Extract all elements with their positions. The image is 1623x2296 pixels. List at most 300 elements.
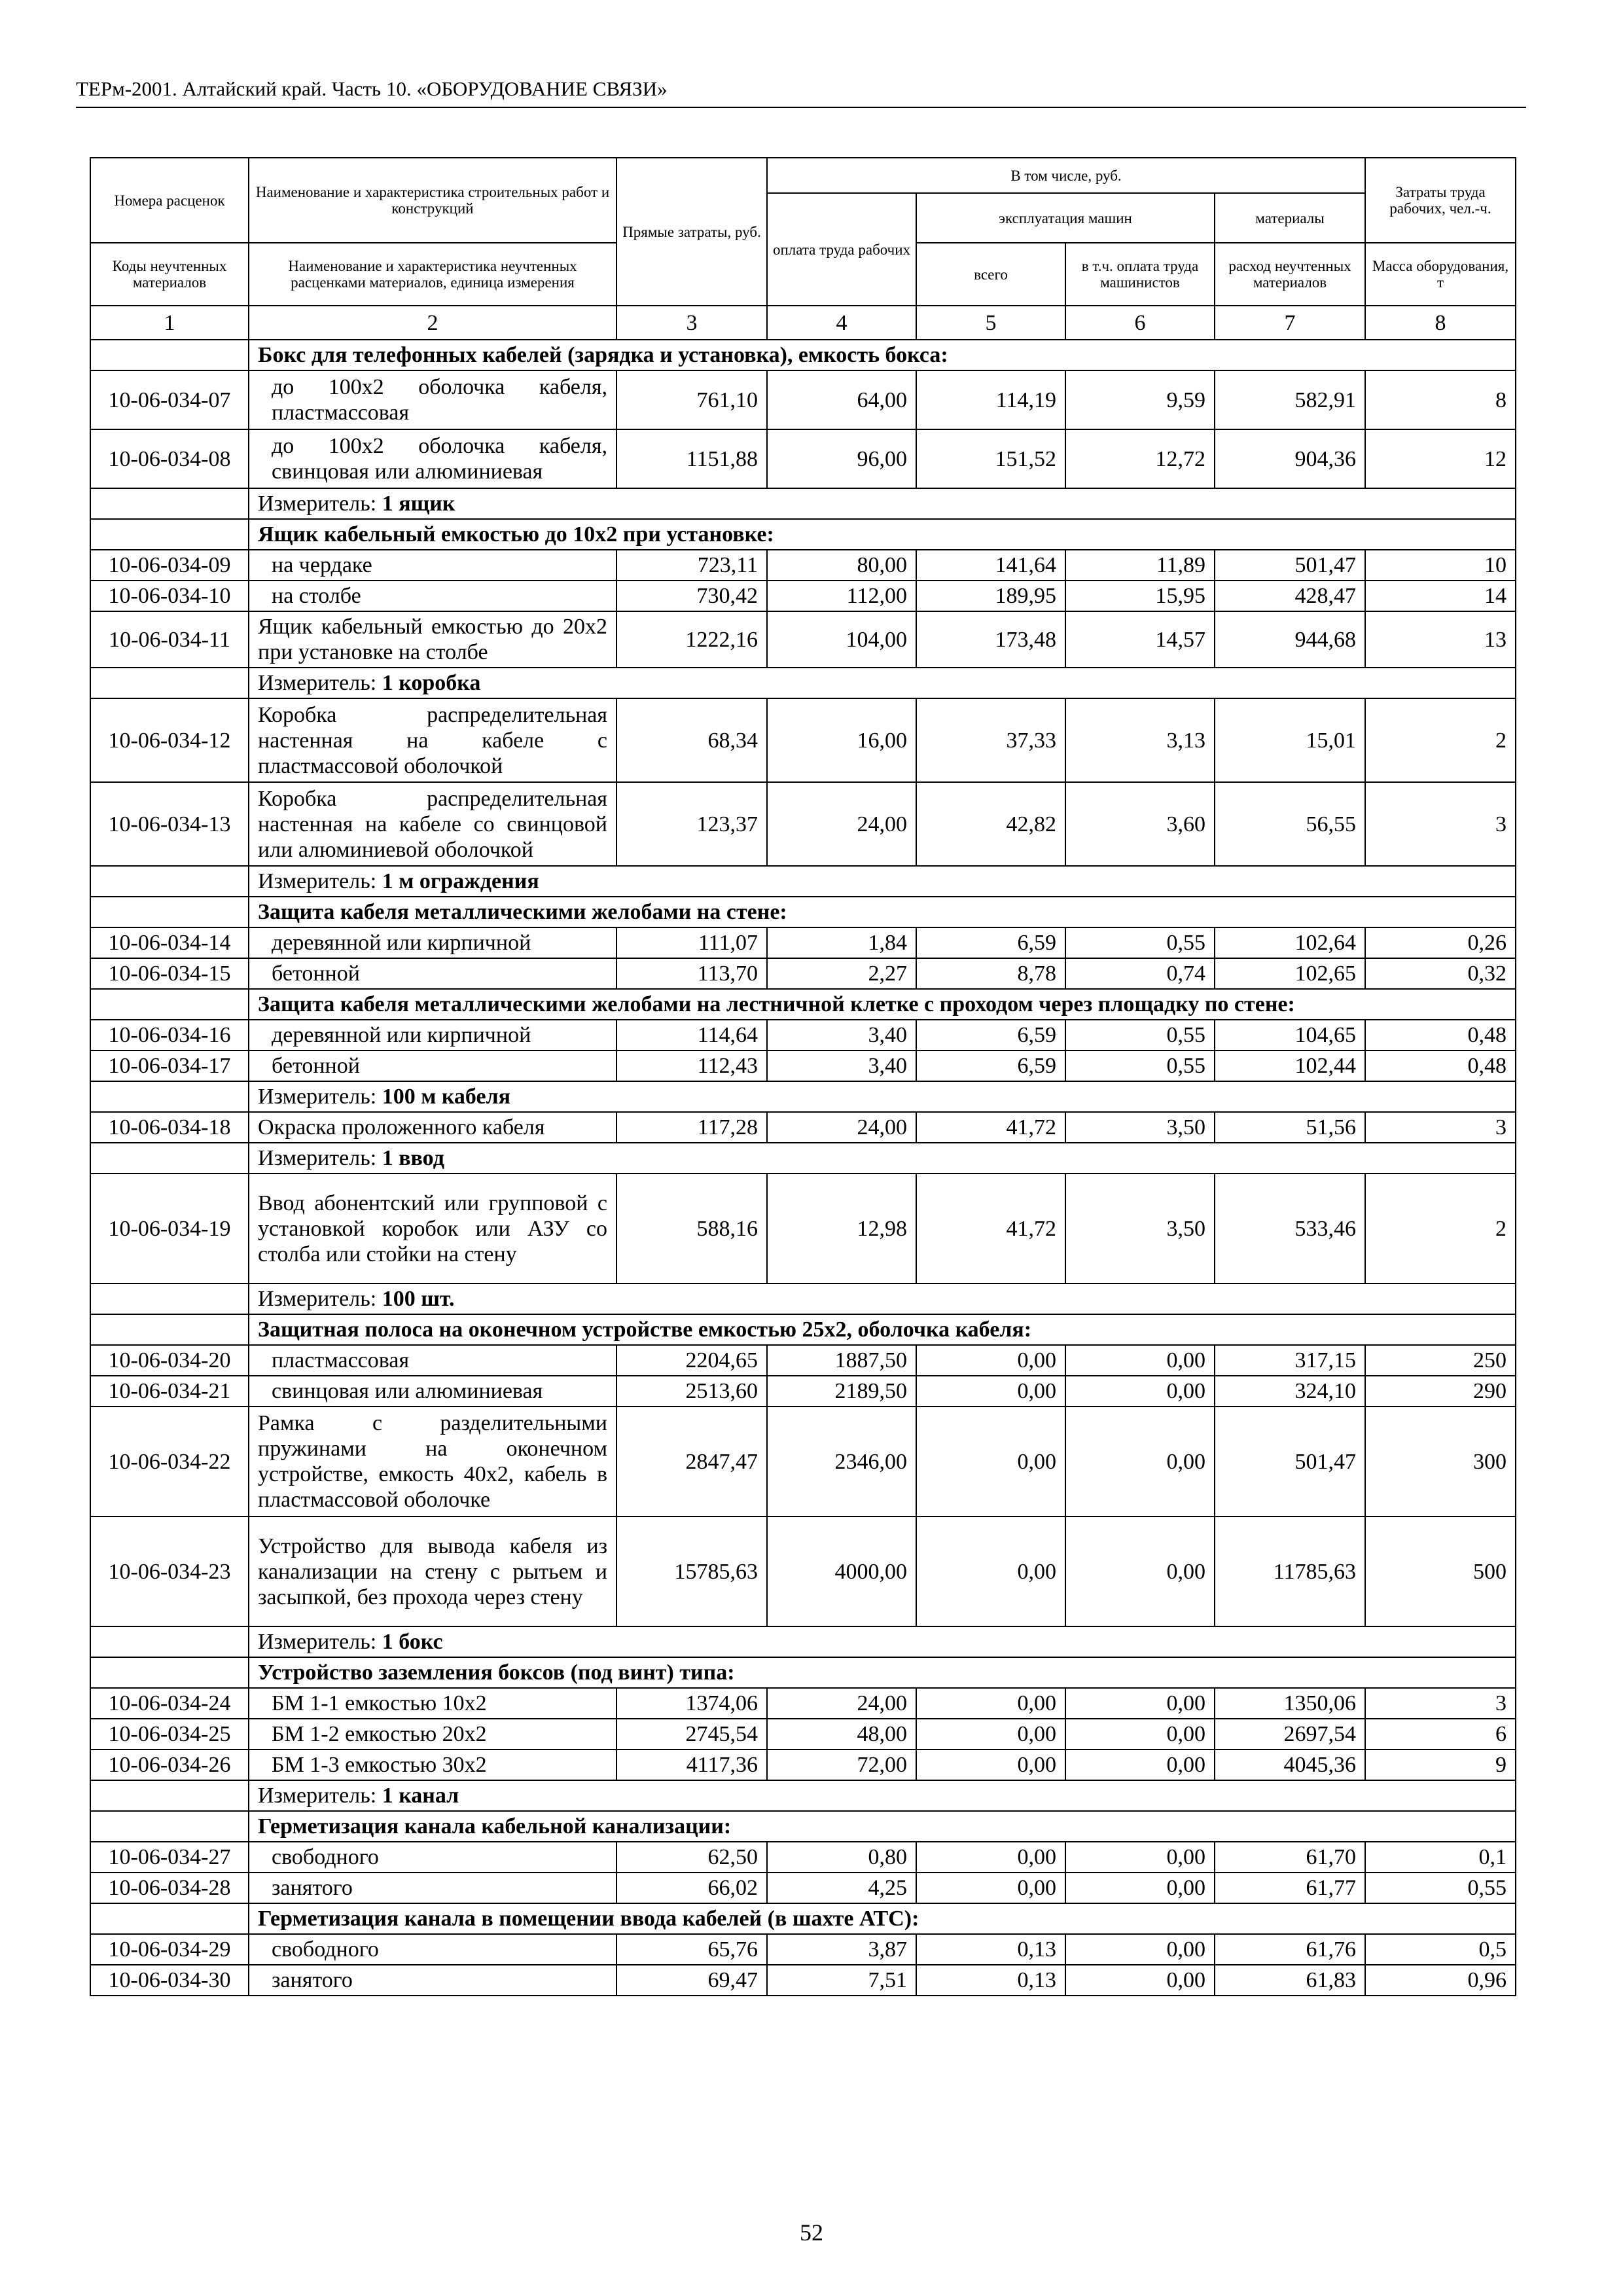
rate-code: 10-06-034-17 [90, 1050, 249, 1081]
value-c4: 16,00 [767, 698, 916, 782]
empty-cell [90, 668, 249, 698]
header-rule [76, 107, 1526, 108]
rate-code: 10-06-034-12 [90, 698, 249, 782]
work-name: деревянной или кирпичной [249, 1020, 616, 1050]
work-name: Коробка распределительная настенная на кабеле с пластмассовой оболочкой [249, 698, 616, 782]
measure-label: Измеритель: [258, 1784, 377, 1808]
value-c4: 3,40 [767, 1050, 916, 1081]
value-c4: 3,40 [767, 1020, 916, 1050]
value-c5: 41,72 [916, 1174, 1065, 1283]
value-c7: 2697,54 [1215, 1719, 1365, 1749]
table-row [90, 1719, 1516, 1749]
value-c4: 2189,50 [767, 1376, 916, 1407]
value-c5: 0,00 [916, 1842, 1065, 1873]
rate-code: 10-06-034-15 [90, 958, 249, 989]
measure-value: 1 бокс [382, 1630, 443, 1654]
measure-value: 1 канал [382, 1784, 459, 1808]
col8-header-top: Затраты труда рабочих, чел.-ч. [1365, 158, 1516, 243]
table-row [90, 1050, 1516, 1081]
value-c8: 0,96 [1365, 1965, 1516, 1996]
table-body [90, 340, 1516, 1996]
measure-row [90, 1143, 1516, 1174]
value-c6: 15,95 [1065, 581, 1215, 611]
rate-code: 10-06-034-08 [90, 429, 249, 488]
value-c4: 4,25 [767, 1873, 916, 1903]
value-c6: 3,13 [1065, 698, 1215, 782]
group-title-row [90, 519, 1516, 550]
value-c4: 64,00 [767, 370, 916, 429]
col7-header: расход неучтенных материалов [1215, 243, 1365, 306]
value-c5: 141,64 [916, 550, 1065, 581]
column-number: 1 [90, 306, 249, 340]
group-title: Герметизация канала кабельной канализации: [249, 1811, 1516, 1842]
table-row [90, 782, 1516, 866]
table-row [90, 698, 1516, 782]
empty-cell [90, 1780, 249, 1811]
value-c7: 61,70 [1215, 1842, 1365, 1873]
table-row [90, 370, 1516, 429]
group-title-row [90, 1903, 1516, 1934]
measure-label: Измеритель: [258, 1630, 377, 1654]
work-name: на столбе [249, 581, 616, 611]
empty-cell [90, 519, 249, 550]
value-c4: 24,00 [767, 782, 916, 866]
value-c4: 1,84 [767, 927, 916, 958]
measure-cell [249, 1283, 1516, 1314]
page-number: 52 [800, 2219, 823, 2246]
measure-row [90, 1283, 1516, 1314]
group-title-row [90, 1314, 1516, 1345]
measure-row [90, 1626, 1516, 1657]
col1-header-top: Номера расценок [90, 158, 249, 243]
group-title: Защитная полоса на оконечном устройстве емкостью 25х2, оболочка кабеля: [249, 1314, 1516, 1345]
rate-code: 10-06-034-16 [90, 1020, 249, 1050]
table-row [90, 1112, 1516, 1143]
group-title: Герметизация канала в помещении ввода кабелей (в шахте АТС): [249, 1903, 1516, 1934]
value-c3: 117,28 [616, 1112, 767, 1143]
measure-row [90, 488, 1516, 519]
value-c8: 3 [1365, 1112, 1516, 1143]
value-c7: 428,47 [1215, 581, 1365, 611]
value-c4: 104,00 [767, 611, 916, 668]
value-c4: 12,98 [767, 1174, 916, 1283]
measure-row [90, 668, 1516, 698]
empty-cell [90, 989, 249, 1020]
rate-code: 10-06-034-21 [90, 1376, 249, 1407]
measure-value: 100 м кабеля [382, 1085, 511, 1109]
value-c7: 1350,06 [1215, 1688, 1365, 1719]
empty-cell [90, 1626, 249, 1657]
work-name: Окраска проложенного кабеля [249, 1112, 616, 1143]
measure-cell [249, 1143, 1516, 1174]
value-c7: 501,47 [1215, 1407, 1365, 1516]
rate-code: 10-06-034-24 [90, 1688, 249, 1719]
value-c8: 2 [1365, 1174, 1516, 1283]
rate-code: 10-06-034-19 [90, 1174, 249, 1283]
measure-label: Измеритель: [258, 1085, 377, 1109]
value-c8: 0,55 [1365, 1873, 1516, 1903]
value-c8: 10 [1365, 550, 1516, 581]
value-c4: 96,00 [767, 429, 916, 488]
value-c3: 113,70 [616, 958, 767, 989]
value-c7: 102,64 [1215, 927, 1365, 958]
value-c4: 1887,50 [767, 1345, 916, 1376]
measure-value: 1 ящик [382, 492, 455, 516]
value-c8: 3 [1365, 1688, 1516, 1719]
rate-code: 10-06-034-30 [90, 1965, 249, 1996]
work-name: бетонной [249, 958, 616, 989]
table-row [90, 611, 1516, 668]
work-name: занятого [249, 1965, 616, 1996]
empty-cell [90, 1811, 249, 1842]
column-number: 7 [1215, 306, 1365, 340]
measure-value: 1 м ограждения [382, 869, 539, 893]
value-c4: 80,00 [767, 550, 916, 581]
work-name: деревянной или кирпичной [249, 927, 616, 958]
value-c7: 324,10 [1215, 1376, 1365, 1407]
table-row [90, 429, 1516, 488]
value-c7: 904,36 [1215, 429, 1365, 488]
value-c6: 3,60 [1065, 782, 1215, 866]
rate-code: 10-06-034-09 [90, 550, 249, 581]
value-c3: 2847,47 [616, 1407, 767, 1516]
measure-value: 1 коробка [382, 671, 481, 695]
value-c4: 24,00 [767, 1112, 916, 1143]
table-row [90, 550, 1516, 581]
value-c3: 588,16 [616, 1174, 767, 1283]
table-row [90, 1749, 1516, 1780]
measure-cell [249, 1626, 1516, 1657]
rate-code: 10-06-034-28 [90, 1873, 249, 1903]
value-c6: 3,50 [1065, 1112, 1215, 1143]
value-c8: 3 [1365, 782, 1516, 866]
col3-header: Прямые затраты, руб. [616, 158, 767, 306]
value-c3: 62,50 [616, 1842, 767, 1873]
value-c4: 4000,00 [767, 1516, 916, 1626]
work-name: БМ 1-3 емкостью 30х2 [249, 1749, 616, 1780]
table-row [90, 1873, 1516, 1903]
rate-code: 10-06-034-22 [90, 1407, 249, 1516]
value-c3: 1151,88 [616, 429, 767, 488]
group-title-row [90, 1811, 1516, 1842]
rate-code: 10-06-034-07 [90, 370, 249, 429]
value-c3: 68,34 [616, 698, 767, 782]
rate-code: 10-06-034-10 [90, 581, 249, 611]
work-name: свободного [249, 1842, 616, 1873]
value-c5: 37,33 [916, 698, 1065, 782]
column-number: 6 [1065, 306, 1215, 340]
running-header: ТЕРм-2001. Алтайский край. Часть 10. «ОБОРУДОВАНИЕ СВЯЗИ» [76, 77, 668, 100]
empty-cell [90, 1657, 249, 1688]
value-c7: 317,15 [1215, 1345, 1365, 1376]
empty-cell [90, 1314, 249, 1345]
value-c5: 6,59 [916, 1020, 1065, 1050]
value-c8: 9 [1365, 1749, 1516, 1780]
measure-row [90, 866, 1516, 897]
value-c8: 14 [1365, 581, 1516, 611]
rate-code: 10-06-034-27 [90, 1842, 249, 1873]
value-c7: 582,91 [1215, 370, 1365, 429]
value-c7: 501,47 [1215, 550, 1365, 581]
value-c5: 6,59 [916, 1050, 1065, 1081]
value-c5: 0,13 [916, 1965, 1065, 1996]
measure-cell [249, 866, 1516, 897]
value-c6: 0,00 [1065, 1842, 1215, 1873]
measure-cell [249, 668, 1516, 698]
work-name: Ввод абонентский или групповой с установкой коробок или АЗУ со столба или стойки на стену [249, 1174, 616, 1283]
value-c5: 6,59 [916, 927, 1065, 958]
work-name: бетонной [249, 1050, 616, 1081]
value-c8: 0,1 [1365, 1842, 1516, 1873]
value-c6: 0,00 [1065, 1934, 1215, 1965]
value-c5: 8,78 [916, 958, 1065, 989]
value-c3: 2745,54 [616, 1719, 767, 1749]
value-c5: 0,00 [916, 1719, 1065, 1749]
measure-label: Измеритель: [258, 1287, 377, 1311]
value-c6: 12,72 [1065, 429, 1215, 488]
value-c4: 112,00 [767, 581, 916, 611]
value-c7: 102,44 [1215, 1050, 1365, 1081]
value-c6: 0,00 [1065, 1719, 1215, 1749]
table-row [90, 927, 1516, 958]
value-c5: 0,00 [916, 1516, 1065, 1626]
empty-cell [90, 1081, 249, 1112]
value-c7: 944,68 [1215, 611, 1365, 668]
empty-cell [90, 866, 249, 897]
value-c8: 0,32 [1365, 958, 1516, 989]
value-c8: 0,26 [1365, 927, 1516, 958]
value-c5: 114,19 [916, 370, 1065, 429]
column-number: 2 [249, 306, 616, 340]
group-title: Ящик кабельный емкостью до 10х2 при установке: [249, 519, 1516, 550]
group-title-row [90, 1657, 1516, 1688]
value-c8: 8 [1365, 370, 1516, 429]
work-name: до 100х2 оболочка кабеля, пластмассовая [249, 370, 616, 429]
group-title-row [90, 897, 1516, 927]
value-c6: 0,55 [1065, 927, 1215, 958]
value-c6: 0,55 [1065, 1020, 1215, 1050]
value-c4: 2346,00 [767, 1407, 916, 1516]
work-name: свинцовая или алюминиевая [249, 1376, 616, 1407]
value-c4: 7,51 [767, 1965, 916, 1996]
value-c6: 3,50 [1065, 1174, 1215, 1283]
group-title-row [90, 340, 1516, 370]
value-c8: 0,48 [1365, 1050, 1516, 1081]
work-name: БМ 1-2 емкостью 20х2 [249, 1719, 616, 1749]
rate-code: 10-06-034-18 [90, 1112, 249, 1143]
value-c6: 0,74 [1065, 958, 1215, 989]
value-c8: 250 [1365, 1345, 1516, 1376]
value-c6: 0,00 [1065, 1873, 1215, 1903]
value-c6: 9,59 [1065, 370, 1215, 429]
measure-cell [249, 1081, 1516, 1112]
value-c3: 114,64 [616, 1020, 767, 1050]
measure-cell [249, 488, 1516, 519]
col2-header-bottom: Наименование и характеристика неучтенных расценками материалов, единица измерения [249, 243, 616, 306]
including-header: В том числе, руб. [767, 158, 1365, 193]
measure-label: Измеритель: [258, 492, 377, 516]
value-c3: 15785,63 [616, 1516, 767, 1626]
value-c6: 14,57 [1065, 611, 1215, 668]
materials-header: материалы [1215, 193, 1365, 243]
value-c5: 0,00 [916, 1345, 1065, 1376]
col4-header: оплата труда рабочих [767, 193, 916, 306]
rate-code: 10-06-034-11 [90, 611, 249, 668]
work-name: Устройство для вывода кабеля из канализации на стену с рытьем и засыпкой, без прохода через стену [249, 1516, 616, 1626]
value-c4: 2,27 [767, 958, 916, 989]
value-c6: 0,00 [1065, 1688, 1215, 1719]
value-c6: 0,00 [1065, 1376, 1215, 1407]
value-c7: 4045,36 [1215, 1749, 1365, 1780]
col6-header: в т.ч. оплата труда машинистов [1065, 243, 1215, 306]
table-row [90, 581, 1516, 611]
value-c3: 723,11 [616, 550, 767, 581]
machines-header: эксплуатация машин [916, 193, 1215, 243]
work-name: Ящик кабельный емкостью до 20х2 при установке на столбе [249, 611, 616, 668]
table-row [90, 1516, 1516, 1626]
value-c7: 61,83 [1215, 1965, 1365, 1996]
value-c7: 15,01 [1215, 698, 1365, 782]
measure-row [90, 1081, 1516, 1112]
value-c7: 102,65 [1215, 958, 1365, 989]
column-number: 8 [1365, 306, 1516, 340]
table-row [90, 1376, 1516, 1407]
work-name: свободного [249, 1934, 616, 1965]
column-numbers-row [90, 306, 1516, 340]
value-c8: 500 [1365, 1516, 1516, 1626]
rate-code: 10-06-034-25 [90, 1719, 249, 1749]
value-c8: 0,5 [1365, 1934, 1516, 1965]
table-row [90, 1842, 1516, 1873]
value-c5: 0,00 [916, 1749, 1065, 1780]
value-c3: 2204,65 [616, 1345, 767, 1376]
value-c7: 51,56 [1215, 1112, 1365, 1143]
rate-code: 10-06-034-29 [90, 1934, 249, 1965]
value-c6: 0,00 [1065, 1407, 1215, 1516]
rate-code: 10-06-034-20 [90, 1345, 249, 1376]
measure-cell [249, 1780, 1516, 1811]
header-row-1 [90, 158, 1516, 193]
value-c5: 41,72 [916, 1112, 1065, 1143]
value-c8: 2 [1365, 698, 1516, 782]
group-title: Защита кабеля металлическими желобами на стене: [249, 897, 1516, 927]
value-c3: 761,10 [616, 370, 767, 429]
empty-cell [90, 340, 249, 370]
work-name: БМ 1-1 емкостью 10х2 [249, 1688, 616, 1719]
value-c8: 6 [1365, 1719, 1516, 1749]
value-c3: 123,37 [616, 782, 767, 866]
value-c6: 0,00 [1065, 1345, 1215, 1376]
value-c3: 66,02 [616, 1873, 767, 1903]
empty-cell [90, 897, 249, 927]
column-number: 5 [916, 306, 1065, 340]
table-row [90, 1965, 1516, 1996]
value-c4: 0,80 [767, 1842, 916, 1873]
value-c6: 0,00 [1065, 1965, 1215, 1996]
value-c5: 151,52 [916, 429, 1065, 488]
value-c8: 290 [1365, 1376, 1516, 1407]
value-c4: 48,00 [767, 1719, 916, 1749]
value-c4: 72,00 [767, 1749, 916, 1780]
value-c8: 0,48 [1365, 1020, 1516, 1050]
measure-label: Измеритель: [258, 869, 377, 893]
value-c3: 111,07 [616, 927, 767, 958]
column-number: 3 [616, 306, 767, 340]
value-c3: 2513,60 [616, 1376, 767, 1407]
table-row [90, 1688, 1516, 1719]
rate-code: 10-06-034-23 [90, 1516, 249, 1626]
table-row [90, 1345, 1516, 1376]
rates-table [90, 157, 1516, 1996]
value-c5: 0,00 [916, 1688, 1065, 1719]
measure-label: Измеритель: [258, 671, 377, 695]
value-c3: 730,42 [616, 581, 767, 611]
value-c7: 61,77 [1215, 1873, 1365, 1903]
value-c5: 173,48 [916, 611, 1065, 668]
rate-code: 10-06-034-13 [90, 782, 249, 866]
group-title: Устройство заземления боксов (под винт) типа: [249, 1657, 1516, 1688]
group-title-row [90, 989, 1516, 1020]
work-name: на чердаке [249, 550, 616, 581]
empty-cell [90, 488, 249, 519]
value-c4: 3,87 [767, 1934, 916, 1965]
value-c3: 1374,06 [616, 1688, 767, 1719]
table-row [90, 1934, 1516, 1965]
value-c3: 69,47 [616, 1965, 767, 1996]
value-c7: 56,55 [1215, 782, 1365, 866]
measure-row [90, 1780, 1516, 1811]
value-c3: 65,76 [616, 1934, 767, 1965]
measure-label: Измеритель: [258, 1146, 377, 1170]
value-c5: 0,13 [916, 1934, 1065, 1965]
column-number: 4 [767, 306, 916, 340]
value-c8: 12 [1365, 429, 1516, 488]
work-name: Коробка распределительная настенная на кабеле со свинцовой или алюминиевой оболочкой [249, 782, 616, 866]
group-title: Защита кабеля металлическими желобами на лестничной клетке с проходом через площадку по стене: [249, 989, 1516, 1020]
value-c6: 0,55 [1065, 1050, 1215, 1081]
col5-header: всего [916, 243, 1065, 306]
value-c7: 11785,63 [1215, 1516, 1365, 1626]
value-c6: 0,00 [1065, 1516, 1215, 1626]
value-c8: 13 [1365, 611, 1516, 668]
work-name: пластмассовая [249, 1345, 616, 1376]
value-c5: 0,00 [916, 1407, 1065, 1516]
value-c7: 533,46 [1215, 1174, 1365, 1283]
col1-header-bottom: Коды неучтенных материалов [90, 243, 249, 306]
work-name: до 100х2 оболочка кабеля, свинцовая или алюминиевая [249, 429, 616, 488]
value-c3: 1222,16 [616, 611, 767, 668]
rate-code: 10-06-034-14 [90, 927, 249, 958]
value-c3: 112,43 [616, 1050, 767, 1081]
rate-code: 10-06-034-26 [90, 1749, 249, 1780]
measure-value: 100 шт. [382, 1287, 455, 1311]
value-c5: 189,95 [916, 581, 1065, 611]
value-c7: 104,65 [1215, 1020, 1365, 1050]
value-c7: 61,76 [1215, 1934, 1365, 1965]
col8-header-bottom: Масса оборудования, т [1365, 243, 1516, 306]
measure-value: 1 ввод [382, 1146, 444, 1170]
group-title: Бокс для телефонных кабелей (зарядка и установка), емкость бокса: [249, 340, 1516, 370]
value-c5: 0,00 [916, 1376, 1065, 1407]
value-c8: 300 [1365, 1407, 1516, 1516]
work-name: Рамка с разделительными пружинами на оконечном устройстве, емкость 40х2, кабель в пластмассовой оболочке [249, 1407, 616, 1516]
table-row [90, 958, 1516, 989]
work-name: занятого [249, 1873, 616, 1903]
empty-cell [90, 1143, 249, 1174]
empty-cell [90, 1283, 249, 1314]
value-c4: 24,00 [767, 1688, 916, 1719]
empty-cell [90, 1903, 249, 1934]
